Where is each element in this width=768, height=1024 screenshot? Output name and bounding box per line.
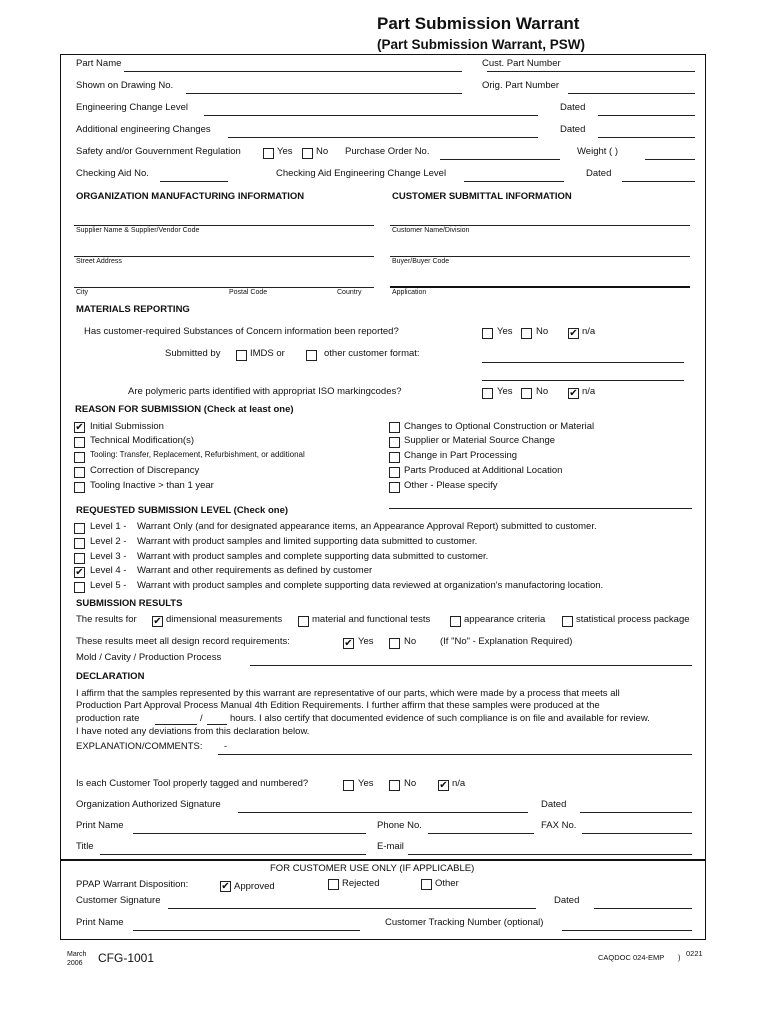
declaration-line-3a: production rate bbox=[76, 713, 140, 724]
drawing-no-field[interactable] bbox=[186, 93, 462, 94]
eng-change-level-field[interactable] bbox=[204, 115, 538, 116]
design-no-checkbox[interactable] bbox=[389, 638, 400, 649]
reason-processing-checkbox[interactable] bbox=[389, 452, 400, 463]
soc-no-checkbox[interactable] bbox=[521, 328, 532, 339]
purchase-order-label: Purchase Order No. bbox=[345, 146, 430, 157]
customer-signature-label: Customer Signature bbox=[76, 895, 161, 906]
email-field[interactable] bbox=[408, 854, 692, 855]
design-record-question: These results meet all design record requirements: bbox=[76, 636, 290, 647]
level-3-label: Level 3 - bbox=[90, 551, 127, 562]
customer-dated-label: Dated bbox=[554, 895, 580, 906]
drawing-no-label: Shown on Drawing No. bbox=[76, 80, 174, 91]
reason-location-checkbox[interactable] bbox=[389, 467, 400, 478]
city-caption: City bbox=[76, 289, 89, 296]
level-5-checkbox[interactable] bbox=[74, 582, 85, 593]
production-rate-hours-field[interactable] bbox=[207, 724, 227, 725]
eng-change-dated-label: Dated bbox=[560, 102, 586, 113]
reason-other-checkbox[interactable] bbox=[389, 482, 400, 493]
postal-caption: Postal Code bbox=[229, 289, 268, 296]
other-disposition-label: Other bbox=[435, 878, 459, 889]
fax-field[interactable] bbox=[582, 833, 692, 834]
other-disposition-checkbox[interactable] bbox=[421, 879, 432, 890]
iso-yes-label: Yes bbox=[497, 386, 513, 397]
part-name-label: Part Name bbox=[76, 58, 122, 69]
level-1-checkbox[interactable] bbox=[74, 523, 85, 534]
customer-signature-field[interactable] bbox=[168, 908, 536, 909]
level-4-checkbox[interactable] bbox=[74, 567, 85, 578]
reason-tooling-label: Tooling: Transfer, Replacement, Refurbishment, or additional bbox=[90, 450, 305, 459]
footer-slash: ) bbox=[678, 953, 681, 962]
tool-no-label: No bbox=[404, 778, 417, 789]
statistical-label: statistical process package bbox=[576, 614, 690, 625]
tracking-number-label: Customer Tracking Number (optional) bbox=[385, 917, 544, 928]
reason-correction-checkbox[interactable] bbox=[74, 467, 85, 478]
explanation-field[interactable] bbox=[218, 754, 692, 755]
tool-na-label: n/a bbox=[452, 778, 466, 789]
org-print-name-field[interactable] bbox=[133, 833, 366, 834]
checking-aid-field[interactable] bbox=[160, 181, 228, 182]
reason-optional-checkbox[interactable] bbox=[389, 422, 400, 433]
materials-heading: MATERIALS REPORTING bbox=[76, 304, 190, 315]
tracking-number-field[interactable] bbox=[562, 930, 692, 931]
supplier-name-caption: Supplier Name & Supplier/Vendor Code bbox=[76, 227, 200, 234]
rejected-checkbox[interactable] bbox=[328, 879, 339, 890]
declaration-line-3c: hours. I also certify that documented evidence of such compliance is on file and available for review. bbox=[230, 713, 650, 724]
approved-label: Approved bbox=[234, 881, 275, 892]
eng-change-dated-field[interactable] bbox=[598, 115, 695, 116]
imds-label: IMDS or bbox=[250, 348, 285, 359]
reason-other-field[interactable] bbox=[389, 508, 692, 509]
other-format-label: other customer format: bbox=[324, 348, 420, 359]
level-1-label: Level 1 - bbox=[90, 521, 127, 532]
customer-dated-field[interactable] bbox=[594, 908, 692, 909]
level-2-checkbox[interactable] bbox=[74, 538, 85, 549]
appearance-label: appearance criteria bbox=[464, 614, 546, 625]
statistical-checkbox[interactable] bbox=[562, 616, 573, 627]
level-2-text: Warrant with product samples and limited supporting data submitted to customer. bbox=[137, 536, 478, 547]
safety-yes-checkbox[interactable] bbox=[263, 148, 274, 159]
checking-aid-label: Checking Aid No. bbox=[76, 168, 149, 179]
soc-yes-checkbox[interactable] bbox=[482, 328, 493, 339]
design-yes-label: Yes bbox=[358, 636, 374, 647]
reason-heading: REASON FOR SUBMISSION (Check at least one) bbox=[75, 404, 294, 415]
imds-checkbox[interactable] bbox=[236, 350, 247, 361]
footer-code: 0221 bbox=[686, 949, 703, 958]
level-5-label: Level 5 - bbox=[90, 580, 127, 591]
customer-print-name-label: Print Name bbox=[76, 917, 124, 928]
reason-technical-label: Technical Modification(s) bbox=[90, 435, 195, 446]
other-format-field-1[interactable] bbox=[482, 362, 684, 363]
eng-change-level-label: Engineering Change Level bbox=[76, 102, 188, 113]
org-dated-field[interactable] bbox=[580, 812, 692, 813]
iso-no-label: No bbox=[536, 386, 549, 397]
material-tests-checkbox[interactable] bbox=[298, 616, 309, 627]
fax-label: FAX No. bbox=[541, 820, 577, 831]
customer-use-divider bbox=[60, 859, 706, 861]
results-for-label: The results for bbox=[76, 614, 137, 625]
additional-changes-field[interactable] bbox=[228, 137, 538, 138]
iso-question: Are polymeric parts identified with appropriat ISO markingcodes? bbox=[128, 386, 402, 397]
declaration-line-2: Production Part Approval Process Manual 4th Edition Requirements. I further affirm that these samples were produced at the bbox=[76, 700, 600, 711]
if-no-note: (If "No" - Explanation Required) bbox=[440, 636, 573, 647]
mold-field[interactable] bbox=[250, 665, 692, 666]
declaration-heading: DECLARATION bbox=[76, 671, 145, 682]
production-rate-parts-field[interactable] bbox=[155, 724, 197, 725]
soc-question: Has customer-required Substances of Concern information been reported? bbox=[84, 326, 399, 337]
city-field[interactable] bbox=[74, 287, 374, 288]
reason-correction-label: Correction of Discrepancy bbox=[90, 465, 200, 476]
checking-aid-change-label: Checking Aid Engineering Change Level bbox=[276, 168, 447, 179]
part-name-field[interactable] bbox=[124, 71, 462, 72]
safety-no-checkbox[interactable] bbox=[302, 148, 313, 159]
tool-question: Is each Customer Tool properly tagged and numbered? bbox=[76, 778, 309, 789]
soc-no-label: No bbox=[536, 326, 549, 337]
reason-location-label: Parts Produced at Additional Location bbox=[404, 465, 563, 476]
level-1-text: Warrant Only (and for designated appearance items, an Appearance Approval Report) submitted to customer. bbox=[137, 521, 597, 532]
other-format-field-2[interactable] bbox=[482, 380, 684, 381]
weight-field[interactable] bbox=[645, 159, 695, 160]
safety-yes-label: Yes bbox=[277, 146, 293, 157]
other-format-checkbox[interactable] bbox=[306, 350, 317, 361]
cust-part-number-field[interactable] bbox=[487, 71, 695, 72]
soc-na-checkbox[interactable] bbox=[568, 328, 579, 339]
appearance-checkbox[interactable] bbox=[450, 616, 461, 627]
supplier-name-field[interactable] bbox=[74, 225, 374, 226]
customer-name-field[interactable] bbox=[390, 225, 690, 226]
street-caption: Street Address bbox=[76, 258, 122, 265]
checking-aid-dated-label: Dated bbox=[586, 168, 612, 179]
footer-month: March bbox=[67, 951, 87, 958]
buyer-field[interactable] bbox=[390, 256, 690, 257]
iso-no-checkbox[interactable] bbox=[521, 388, 532, 399]
orig-part-number-field[interactable] bbox=[568, 93, 695, 94]
submitted-by-label: Submitted by bbox=[165, 348, 221, 359]
footer-doc-code: CAQDOC 024-EMP bbox=[598, 953, 665, 962]
footer-form-number: CFG-1001 bbox=[98, 951, 155, 965]
explanation-label: EXPLANATION/COMMENTS: bbox=[76, 741, 203, 752]
reason-tooling-checkbox[interactable] bbox=[74, 452, 85, 463]
declaration-line-1: I affirm that the samples represented by this warrant are representative of our parts, which were made by a process that meets all bbox=[76, 688, 620, 699]
reason-supplier-checkbox[interactable] bbox=[389, 437, 400, 448]
design-yes-checkbox[interactable] bbox=[343, 638, 354, 649]
phone-label: Phone No. bbox=[377, 820, 422, 831]
checking-aid-dated-field[interactable] bbox=[622, 181, 695, 182]
reason-inactive-label: Tooling Inactive > than 1 year bbox=[90, 480, 214, 491]
mold-label: Mold / Cavity / Production Process bbox=[76, 652, 222, 663]
rejected-label: Rejected bbox=[342, 878, 380, 889]
org-signature-field[interactable] bbox=[238, 812, 528, 813]
additional-dated-label: Dated bbox=[560, 124, 586, 135]
reason-technical-checkbox[interactable] bbox=[74, 437, 85, 448]
material-tests-label: material and functional tests bbox=[312, 614, 431, 625]
tool-yes-checkbox[interactable] bbox=[343, 780, 354, 791]
dimensional-label: dimensional measurements bbox=[166, 614, 283, 625]
email-label: E-mail bbox=[377, 841, 404, 852]
additional-dated-field[interactable] bbox=[598, 137, 695, 138]
disposition-label: PPAP Warrant Disposition: bbox=[76, 879, 189, 890]
reason-inactive-checkbox[interactable] bbox=[74, 482, 85, 493]
title-field[interactable] bbox=[100, 854, 366, 855]
weight-label: Weight ( ) bbox=[577, 146, 619, 157]
country-caption: Country bbox=[337, 289, 362, 296]
phone-field[interactable] bbox=[428, 833, 534, 834]
customer-print-name-field[interactable] bbox=[133, 930, 360, 931]
level-3-text: Warrant with product samples and complete supporting data submitted to customer. bbox=[137, 551, 489, 562]
results-heading: SUBMISSION RESULTS bbox=[76, 598, 183, 609]
customer-name-caption: Customer Name/Division bbox=[392, 227, 470, 234]
design-no-label: No bbox=[404, 636, 417, 647]
org-info-heading: ORGANIZATION MANUFACTURING INFORMATION bbox=[76, 191, 305, 202]
org-dated-label: Dated bbox=[541, 799, 567, 810]
level-3-checkbox[interactable] bbox=[74, 553, 85, 564]
reason-processing-label: Change in Part Processing bbox=[404, 450, 518, 461]
reason-initial-label: Initial Submission bbox=[90, 421, 164, 432]
dimensional-checkbox[interactable] bbox=[152, 616, 163, 627]
tool-na-checkbox[interactable] bbox=[438, 780, 449, 791]
level-4-text: Warrant and other requirements as defined by customer bbox=[137, 565, 373, 576]
form-title: Part Submission Warrant bbox=[377, 14, 580, 33]
purchase-order-field[interactable] bbox=[440, 159, 560, 160]
form-subtitle: (Part Submission Warrant, PSW) bbox=[377, 37, 586, 52]
soc-yes-label: Yes bbox=[497, 326, 513, 337]
org-print-name-label: Print Name bbox=[76, 820, 124, 831]
safety-regulation-label: Safety and/or Gouvernment Regulation bbox=[76, 146, 241, 157]
level-4-label: Level 4 - bbox=[90, 565, 127, 576]
level-heading: REQUESTED SUBMISSION LEVEL (Check one) bbox=[76, 505, 289, 516]
application-caption: Application bbox=[392, 289, 427, 296]
tool-no-checkbox[interactable] bbox=[389, 780, 400, 791]
additional-changes-label: Additional engineering Changes bbox=[76, 124, 211, 135]
iso-na-checkbox[interactable] bbox=[568, 388, 579, 399]
orig-part-number-label: Orig. Part Number bbox=[482, 80, 560, 91]
level-2-label: Level 2 - bbox=[90, 536, 127, 547]
reason-optional-label: Changes to Optional Construction or Material bbox=[404, 421, 595, 432]
title-label: Title bbox=[76, 841, 94, 852]
org-signature-label: Organization Authorized Signature bbox=[76, 799, 221, 810]
iso-na-label: n/a bbox=[582, 386, 596, 397]
customer-use-heading: FOR CUSTOMER USE ONLY (IF APPLICABLE) bbox=[270, 863, 475, 874]
safety-no-label: No bbox=[316, 146, 329, 157]
iso-yes-checkbox[interactable] bbox=[482, 388, 493, 399]
explanation-value[interactable]: - bbox=[224, 741, 228, 752]
reason-initial-checkbox[interactable] bbox=[74, 422, 85, 433]
declaration-line-3b: / bbox=[200, 713, 203, 724]
buyer-caption: Buyer/Buyer Code bbox=[392, 258, 450, 265]
footer-year: 2006 bbox=[67, 960, 83, 967]
cust-info-heading: CUSTOMER SUBMITTAL INFORMATION bbox=[392, 191, 572, 202]
approved-checkbox[interactable] bbox=[220, 881, 231, 892]
street-field[interactable] bbox=[74, 256, 374, 257]
reason-other-label: Other - Please specify bbox=[404, 480, 498, 491]
reason-supplier-label: Supplier or Material Source Change bbox=[404, 435, 556, 446]
soc-na-label: n/a bbox=[582, 326, 596, 337]
application-field[interactable] bbox=[390, 286, 690, 288]
declaration-line-4: I have noted any deviations from this declaration below. bbox=[76, 726, 310, 737]
level-5-text: Warrant with product samples and complete supporting data reviewed at organization's manufactoring location. bbox=[137, 580, 604, 591]
checking-aid-change-field[interactable] bbox=[464, 181, 564, 182]
tool-yes-label: Yes bbox=[358, 778, 374, 789]
cust-part-number-label: Cust. Part Number bbox=[482, 58, 561, 69]
